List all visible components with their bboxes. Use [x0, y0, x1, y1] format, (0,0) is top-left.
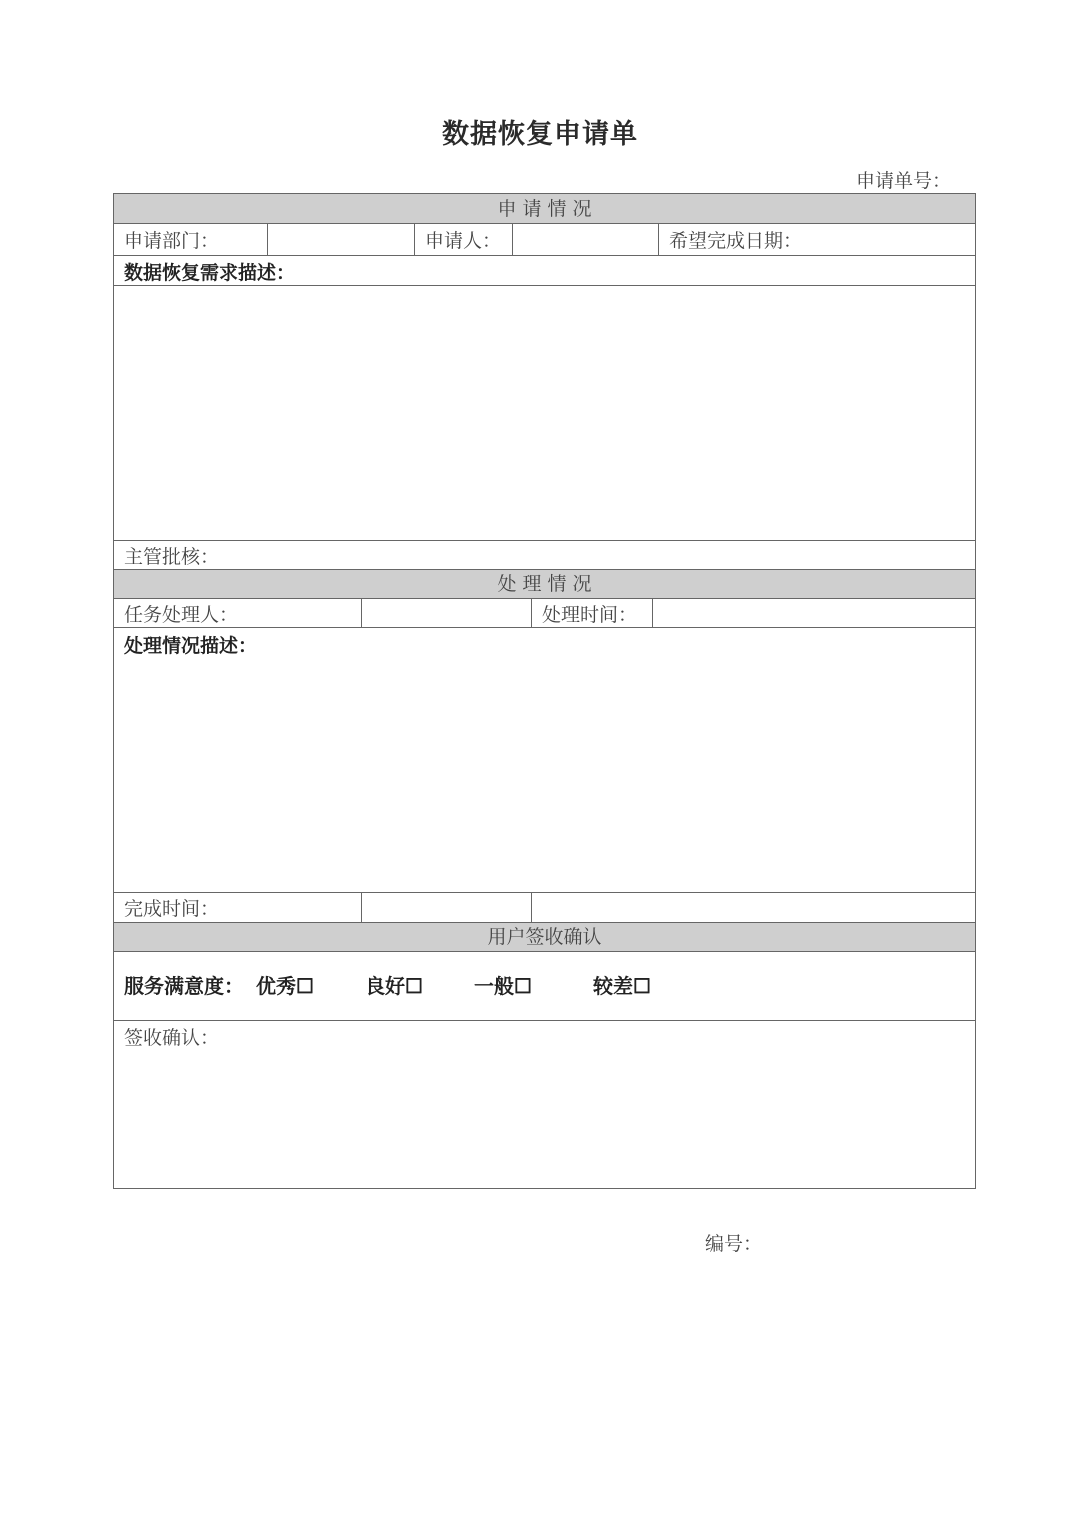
due-date-label: 希望完成日期：	[669, 230, 803, 252]
supervisor-label: 主管批核：	[124, 546, 220, 568]
option-good-checkbox[interactable]: 良好☐	[365, 974, 423, 998]
satisfaction-row	[114, 952, 975, 1021]
completion-row	[114, 893, 975, 923]
completion-field[interactable]	[362, 893, 532, 922]
requirement-textarea[interactable]	[114, 286, 975, 541]
option-poor-checkbox[interactable]: 较差☐	[593, 974, 651, 998]
applicant-field[interactable]	[513, 224, 659, 255]
process-time-label: 处理时间：	[532, 599, 653, 627]
requirement-label: 数据恢复需求描述：	[124, 262, 296, 284]
section-header-confirm-text: 用户签收确认	[487, 926, 602, 948]
applicant-label: 申请人：	[415, 224, 513, 255]
section-header-apply	[114, 194, 975, 224]
signoff-area[interactable]	[114, 1021, 975, 1188]
apply-info-row	[114, 224, 975, 256]
handler-field[interactable]	[362, 599, 532, 627]
handler-label: 任务处理人：	[114, 599, 362, 627]
form-number-label: 申请单号：	[856, 170, 952, 192]
satisfaction-label: 服务满意度：	[124, 974, 244, 998]
supervisor-row[interactable]	[114, 541, 975, 570]
section-header-process-text: 处 理 情 况	[497, 573, 592, 595]
due-date-field[interactable]	[659, 224, 975, 255]
option-excellent-checkbox[interactable]: 优秀☐	[256, 974, 314, 998]
section-header-apply-text: 申 请 情 况	[497, 198, 592, 220]
requirement-label-row	[114, 256, 975, 286]
option-average-checkbox[interactable]: 一般☐	[474, 974, 532, 998]
process-desc-label: 处理情况描述：	[124, 635, 258, 657]
dept-field[interactable]	[268, 224, 415, 255]
form-table	[113, 193, 976, 1189]
process-info-row	[114, 599, 975, 628]
process-time-field[interactable]	[653, 599, 975, 627]
completion-blank	[532, 893, 975, 922]
completion-label: 完成时间：	[114, 893, 362, 922]
section-header-confirm	[114, 923, 975, 952]
page-title: 数据恢复申请单	[442, 119, 638, 150]
signoff-label: 签收确认：	[124, 1027, 220, 1049]
dept-label: 申请部门：	[114, 224, 268, 255]
process-desc-area[interactable]	[114, 628, 975, 893]
section-header-process	[114, 570, 975, 599]
footer-number-label: 编号：	[705, 1233, 763, 1255]
